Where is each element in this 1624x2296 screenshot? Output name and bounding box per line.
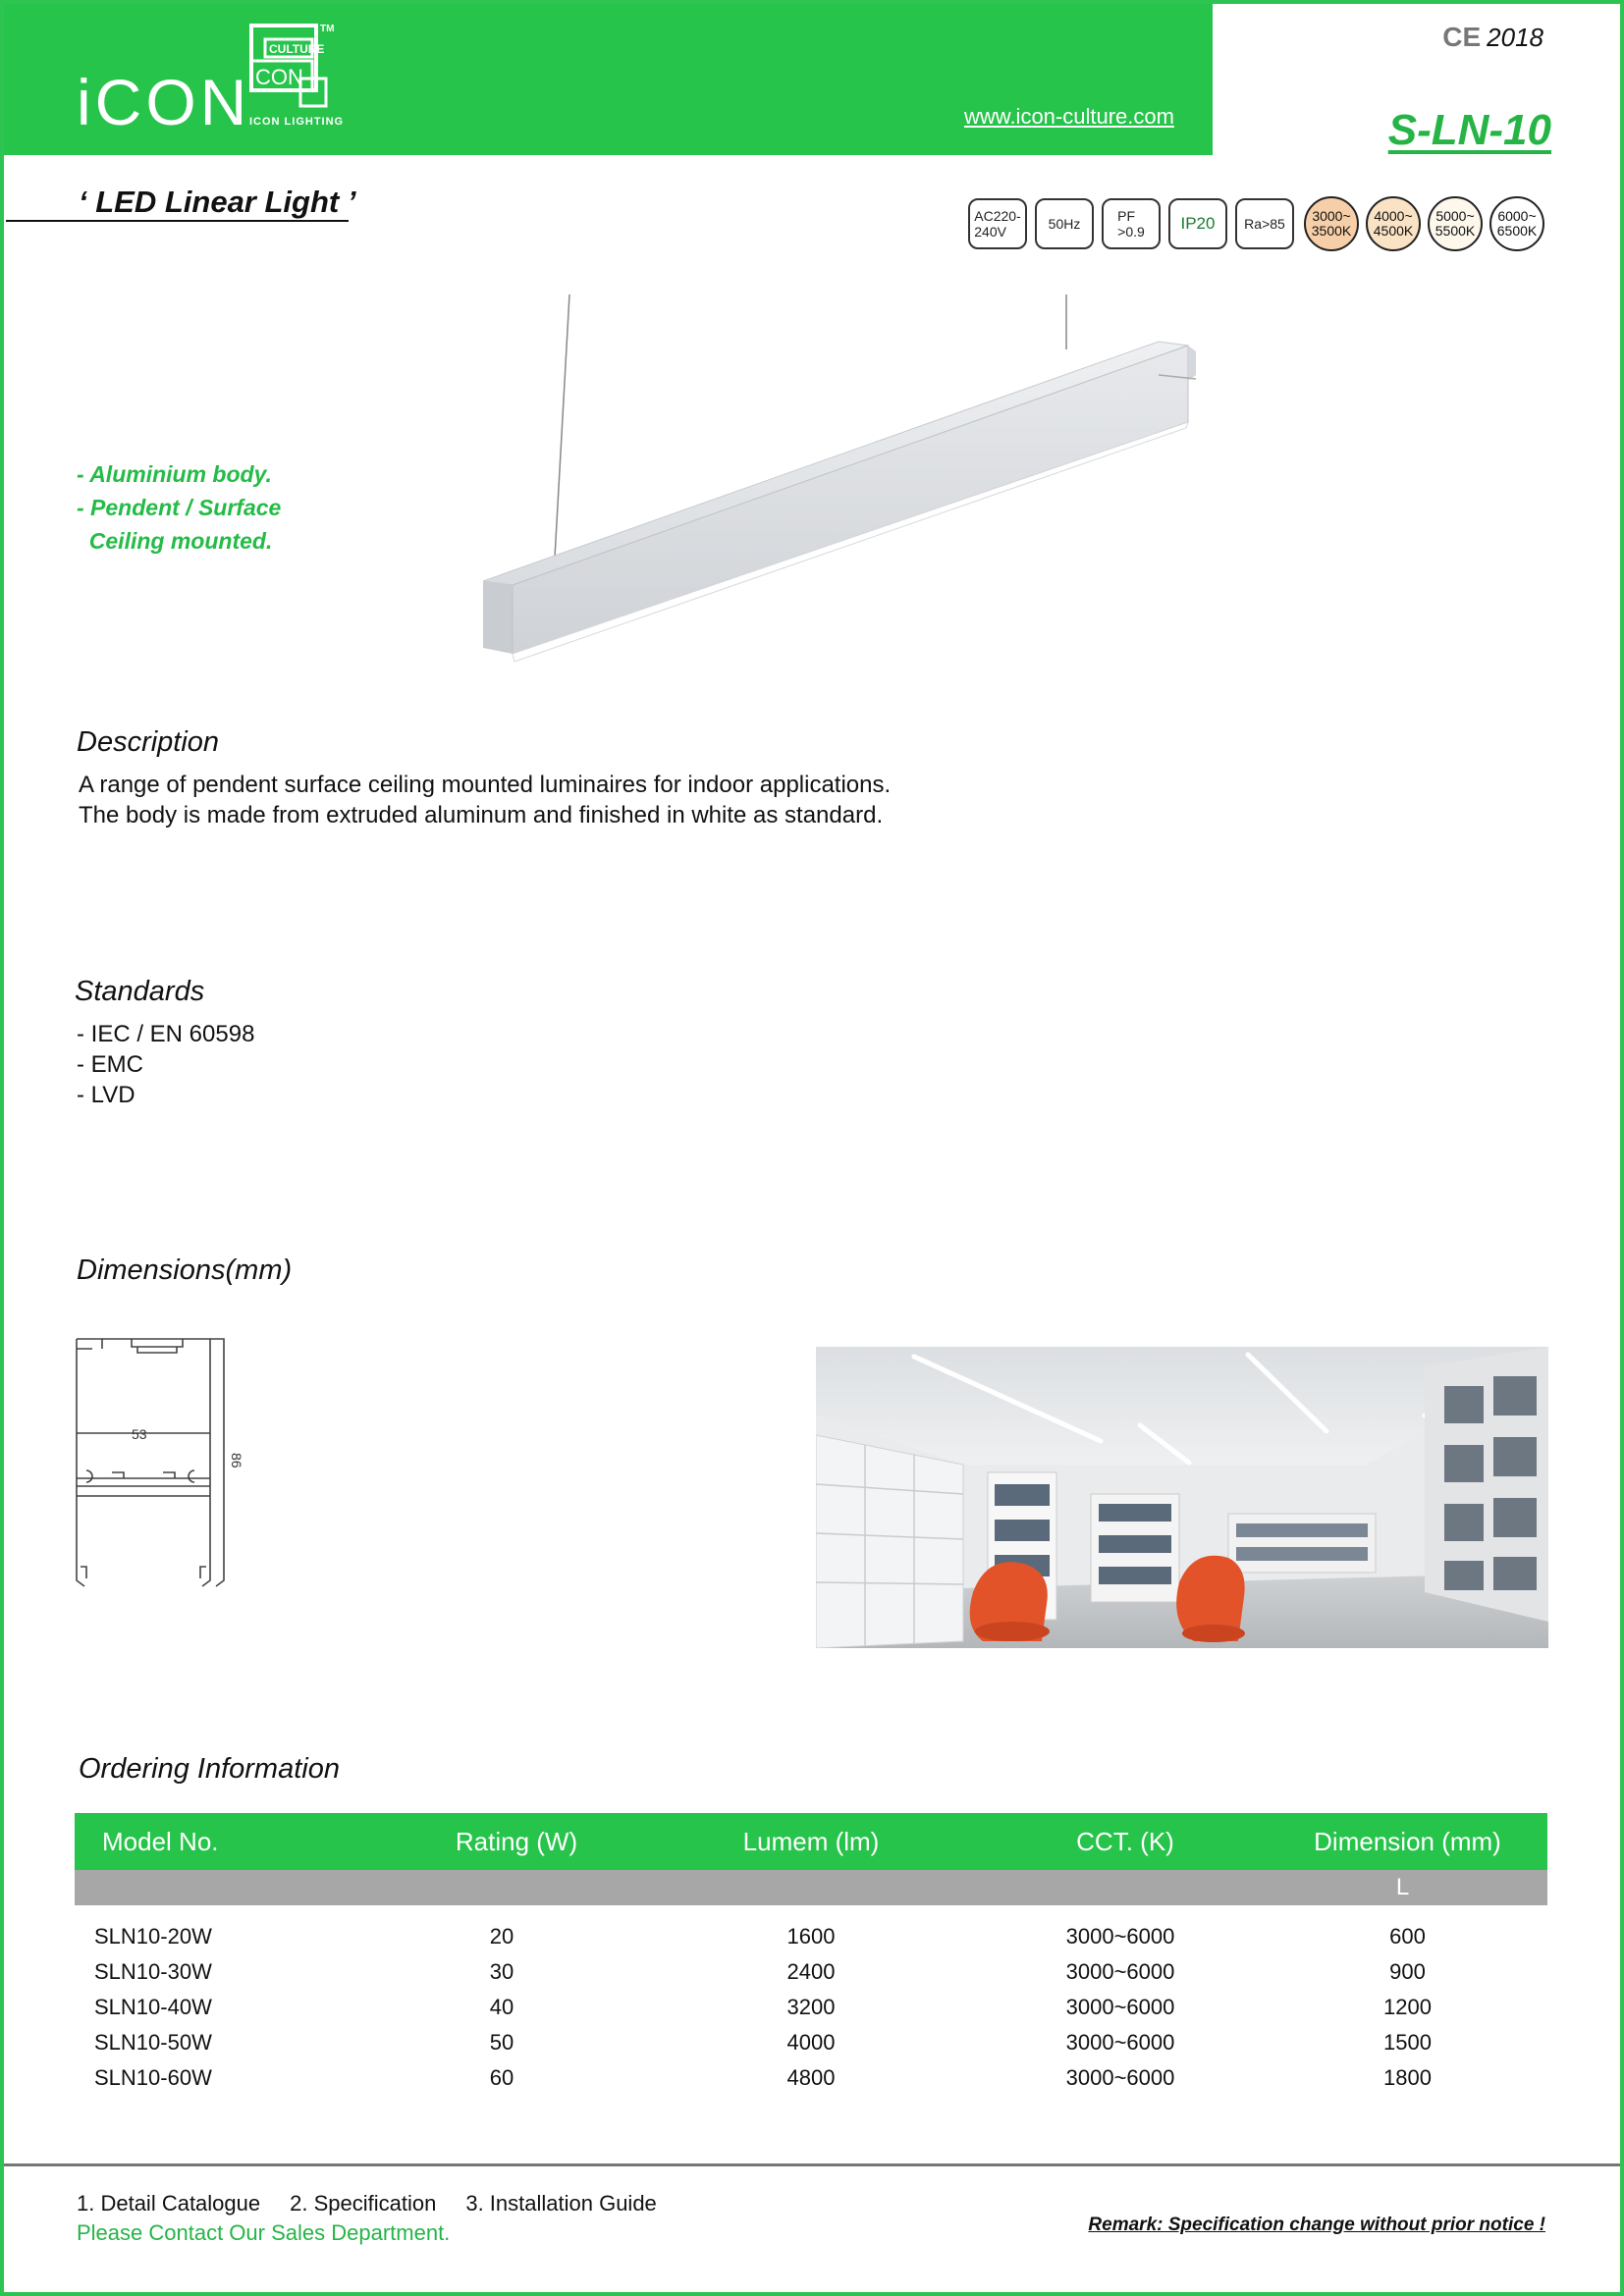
cell-cct: 3000~6000 bbox=[1065, 1924, 1175, 1949]
description-line: A range of pendent surface ceiling mounted luminaires for indoor applications. bbox=[79, 772, 892, 798]
cell-lumen: 1600 bbox=[786, 1924, 836, 1949]
feature-item: - Pendent / Surface bbox=[77, 495, 282, 520]
table-row bbox=[75, 1919, 1547, 1954]
cell-lumen: 4000 bbox=[786, 2030, 836, 2055]
title-underline bbox=[6, 220, 349, 222]
column-header-lumen: Lumem (lm) bbox=[629, 1813, 934, 1870]
svg-text:TM: TM bbox=[320, 24, 335, 34]
standards-list bbox=[77, 1019, 254, 1110]
cell-dimension: 1200 bbox=[1383, 1995, 1432, 2019]
frequency-badge: 50Hz bbox=[1035, 198, 1094, 249]
table-row bbox=[75, 1990, 1547, 2025]
column-header-dimension: Dimension (mm) bbox=[1248, 1813, 1547, 1870]
feature-item: - Aluminium body. bbox=[77, 461, 272, 487]
icon-culture-logo bbox=[245, 22, 344, 120]
remark-note: Remark: Specification change without prior notice ! bbox=[1088, 2215, 1545, 2235]
cell-dimension: 1800 bbox=[1383, 2065, 1432, 2090]
dimension-sub-label: L bbox=[1248, 1870, 1547, 1905]
table-subheader-row bbox=[75, 1870, 1547, 1905]
cell-cct: 3000~6000 bbox=[1065, 2065, 1175, 2090]
dimensions-heading: Dimensions(mm) bbox=[77, 1255, 293, 1286]
cell-model: SLN10-30W bbox=[94, 1959, 212, 1984]
table-row bbox=[75, 2025, 1547, 2060]
cct-option: 5000~ 5500K bbox=[1428, 196, 1483, 251]
website-link[interactable]: www.icon-culture.com bbox=[964, 104, 1174, 129]
profile-dimension-drawing bbox=[73, 1335, 249, 1592]
model-code: S-LN-10 bbox=[1387, 106, 1551, 154]
column-header-model: Model No. bbox=[75, 1813, 335, 1870]
cct-option: 3000~ 3500K bbox=[1304, 196, 1359, 251]
cell-rating: 30 bbox=[489, 1959, 514, 1984]
power-factor-badge: PF >0.9 bbox=[1102, 198, 1161, 249]
cell-rating: 20 bbox=[489, 1924, 514, 1949]
cct-option: 4000~ 4500K bbox=[1366, 196, 1421, 251]
cell-rating: 60 bbox=[489, 2065, 514, 2090]
table-row bbox=[75, 1954, 1547, 1990]
application-photo bbox=[816, 1347, 1548, 1648]
detail-catalogue-link[interactable]: 1. Detail Catalogue bbox=[77, 2191, 261, 2216]
cct-option: 6000~ 6500K bbox=[1489, 196, 1544, 251]
footer-documents bbox=[77, 2191, 686, 2216]
feature-list bbox=[77, 457, 281, 558]
cell-model: SLN10-50W bbox=[94, 2030, 212, 2055]
specification-link[interactable]: 2. Specification bbox=[290, 2191, 437, 2216]
column-header-cct: CCT. (K) bbox=[934, 1813, 1248, 1870]
description-text bbox=[79, 770, 891, 830]
description-heading: Description bbox=[77, 726, 220, 758]
standard-item: - LVD bbox=[77, 1082, 135, 1108]
year: 2018 bbox=[1487, 23, 1543, 52]
ordering-heading: Ordering Information bbox=[79, 1753, 340, 1785]
ip-rating-badge: IP20 bbox=[1168, 198, 1227, 249]
voltage-badge: AC220- 240V bbox=[968, 198, 1027, 249]
installation-guide-link[interactable]: 3. Installation Guide bbox=[465, 2191, 657, 2216]
spec-badges bbox=[968, 198, 1294, 249]
feature-item: Ceiling mounted. bbox=[77, 528, 273, 554]
svg-text:86: 86 bbox=[229, 1453, 244, 1468]
table-header-row bbox=[75, 1813, 1547, 1870]
ordering-table bbox=[75, 1813, 1547, 2096]
standards-heading: Standards bbox=[75, 976, 205, 1007]
cell-model: SLN10-60W bbox=[94, 2065, 212, 2090]
standard-item: - IEC / EN 60598 bbox=[77, 1021, 255, 1047]
cell-lumen: 2400 bbox=[786, 1959, 836, 1984]
cell-dimension: 900 bbox=[1389, 1959, 1426, 1984]
contact-note: Please Contact Our Sales Department. bbox=[77, 2220, 451, 2245]
svg-text:CULTURE: CULTURE bbox=[269, 42, 325, 56]
cell-dimension: 1500 bbox=[1383, 2030, 1432, 2055]
svg-text:53: 53 bbox=[132, 1426, 147, 1442]
description-line: The body is made from extruded aluminum and finished in white as standard. bbox=[79, 802, 884, 828]
cell-cct: 3000~6000 bbox=[1065, 1959, 1175, 1984]
cell-model: SLN10-20W bbox=[94, 1924, 212, 1949]
cell-lumen: 4800 bbox=[786, 2065, 836, 2090]
ce-year bbox=[1442, 22, 1543, 53]
cct-options bbox=[1304, 196, 1544, 251]
cell-rating: 50 bbox=[489, 2030, 514, 2055]
standard-item: - EMC bbox=[77, 1051, 143, 1078]
product-title: ‘ LED Linear Light ’ bbox=[79, 185, 356, 219]
cell-model: SLN10-40W bbox=[94, 1995, 212, 2019]
cell-cct: 3000~6000 bbox=[1065, 1995, 1175, 2019]
column-header-rating: Rating (W) bbox=[335, 1813, 629, 1870]
cell-rating: 40 bbox=[489, 1995, 514, 2019]
logo-subtitle: ICON LIGHTING bbox=[249, 116, 345, 128]
cell-lumen: 3200 bbox=[786, 1995, 836, 2019]
footer-divider bbox=[4, 2163, 1620, 2166]
cell-dimension: 600 bbox=[1389, 1924, 1426, 1949]
table-row bbox=[75, 2060, 1547, 2096]
svg-text:CON: CON bbox=[255, 65, 303, 89]
brand-wordmark: iCON bbox=[77, 66, 251, 138]
cri-badge: Ra>85 bbox=[1235, 198, 1294, 249]
cell-cct: 3000~6000 bbox=[1065, 2030, 1175, 2055]
product-fixture-image bbox=[471, 291, 1218, 664]
ce-mark: CE bbox=[1442, 22, 1482, 52]
